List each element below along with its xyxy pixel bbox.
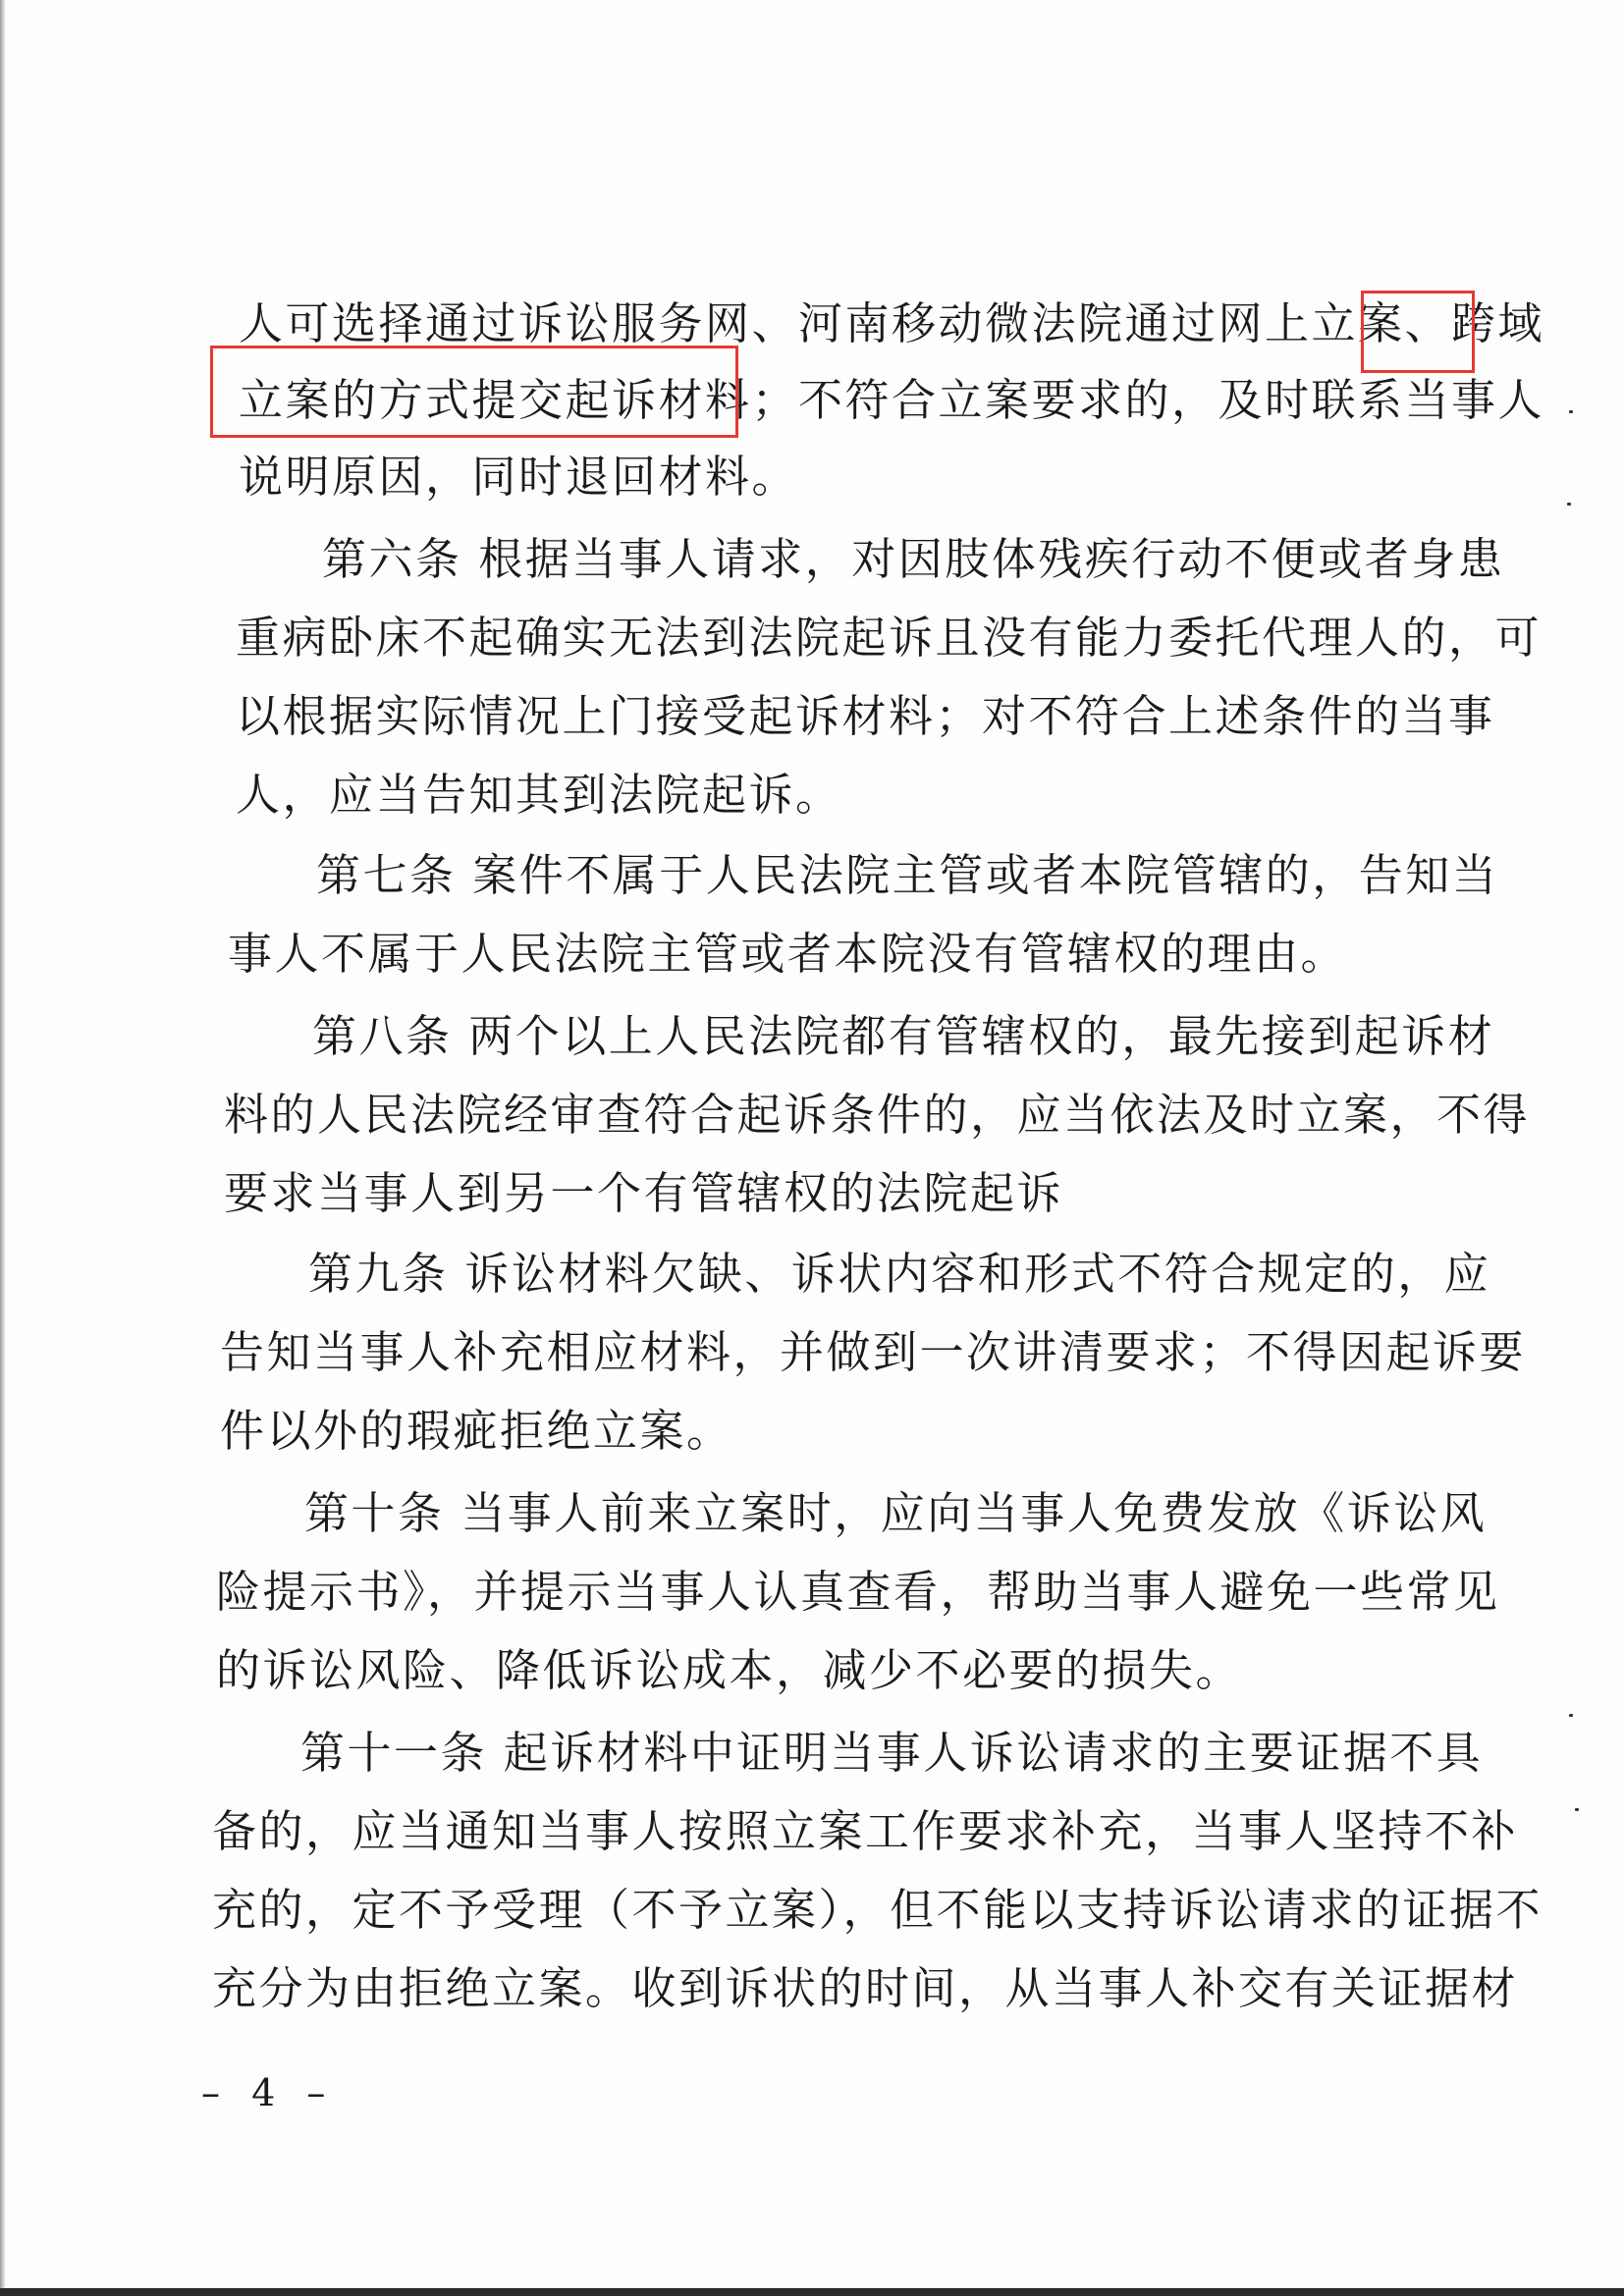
text-line-9: 事人不属于人民法院主管或者本院没有管辖权的理由。 [228,928,1348,980]
scan-edge-bottom [0,2288,1624,2296]
text-line-8: 第七条 案件不属于人民法院主管或者本院管辖的，告知当 [316,849,1499,901]
text-line-13: 第九条 诉讼材料欠缺、诉状内容和形式不符合规定的，应 [308,1248,1491,1300]
text-line-6: 以根据实际情况上门接受起诉材料；对不符合上述条件的当事 [236,690,1495,742]
text-line-4: 第六条 根据当事人请求，对因肢体残疾行动不便或者身患 [322,533,1505,585]
text-line-17: 险提示书》，并提示当事人认真查看，帮助当事人避免一些常见 [216,1566,1500,1618]
text-line-20: 备的，应当通知当事人按照立案工作要求补充，当事人坚持不补 [212,1805,1519,1857]
scan-edge [0,0,6,2296]
text-line-18: 的诉讼风险、降低诉讼成本，减少不必要的损失。 [216,1644,1243,1696]
text-line-1: 人可选择通过诉讼服务网、河南移动微法院通过网上立案、跨域 [239,297,1545,349]
text-line-2: 立案的方式提交起诉材料；不符合立案要求的，及时联系当事人 [239,374,1545,426]
text-line-19: 第十一条 起诉材料中证明当事人诉讼请求的主要证据不具 [300,1727,1484,1779]
text-line-5: 重病卧床不起确实无法到法院起诉且没有能力委托代理人的，可 [236,612,1543,664]
text-line-16: 第十条 当事人前来立案时，应向当事人免费发放《诉讼风 [304,1487,1488,1539]
text-line-12: 要求当事人到另一个有管辖权的法院起诉 [224,1167,1064,1219]
scan-speck [1575,1808,1579,1811]
text-line-10: 第八条 两个以上人民法院都有管辖权的，最先接到起诉材 [312,1010,1495,1062]
text-line-22: 充分为由拒绝立案。收到诉状的时间，从当事人补交有关证据材 [212,1962,1519,2014]
scan-speck [1569,1714,1573,1717]
highlight-box-top [1361,291,1475,373]
page-number: – 4 – [201,2071,336,2114]
text-line-15: 件以外的瑕疵拒绝立案。 [220,1405,733,1457]
scan-speck [1569,410,1573,413]
text-line-21: 充的，定不予受理（不予立案），但不能以支持诉讼请求的证据不 [212,1884,1543,1936]
text-line-7: 人，应当告知其到法院起诉。 [236,769,842,821]
text-line-3: 说明原因，同时退回材料。 [239,451,799,503]
highlight-box-bottom [210,346,738,438]
text-line-11: 料的人民法院经审查符合起诉条件的，应当依法及时立案，不得 [224,1089,1531,1141]
text-line-14: 告知当事人补充相应材料，并做到一次讲清要求；不得因起诉要 [220,1326,1527,1378]
scan-speck [1567,503,1571,506]
